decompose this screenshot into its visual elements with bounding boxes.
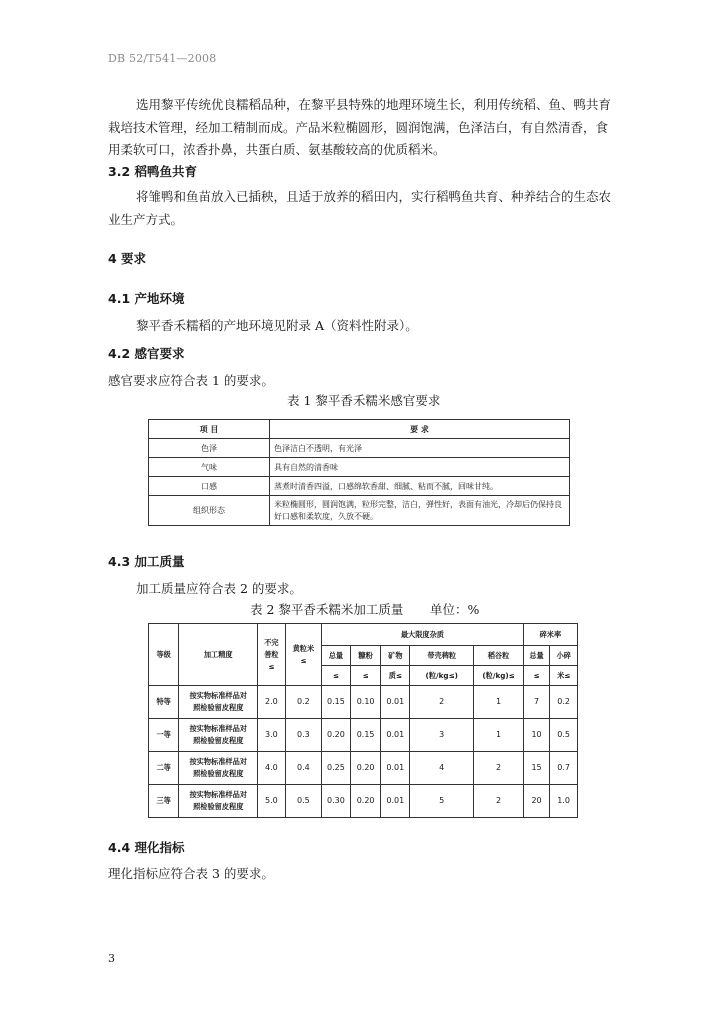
page-number: 3 (108, 952, 115, 965)
table-row (149, 719, 578, 752)
table-2-value-cell: 2 (410, 686, 474, 719)
table-2-subheader: (粒/kg≤) (410, 666, 474, 686)
table-2-value-cell: 0.15 (322, 686, 351, 719)
table-2-header-unpolished (258, 624, 286, 686)
table-2-value-cell: 0.10 (350, 686, 381, 719)
table-row (149, 458, 570, 477)
table-2-precision-cell (179, 752, 258, 785)
section-4-3-title: 4.3 加工质量 (108, 554, 185, 569)
section-3-2-paragraph: 将雏鸭和鱼苗放入已插秧，且适于放养的稻田内，实行稻鸭鱼共育、种养结合的生态农业生产方式。 (108, 189, 612, 227)
table-2-header-row-1 (149, 624, 578, 646)
section-4-2-paragraph: 感官要求应符合表 1 的要求。 (108, 373, 274, 388)
section-4-3-paragraph: 加工质量应符合表 2 的要求。 (136, 581, 302, 596)
table-2-precision-line1: 按实物标准样品对 (189, 757, 247, 766)
table-2-value-cell: 3 (410, 719, 474, 752)
table-2-value-cell: 2 (474, 785, 524, 818)
table-2-value-cell: 2 (474, 752, 524, 785)
table-2-subheader: 总量 (322, 646, 351, 666)
section-4-1-paragraph: 黎平香禾糯稻的产地环境见附录 A（资料性附录）。 (136, 318, 418, 333)
table-2-header-yellow-line1: 黄粒米 (292, 643, 315, 653)
table-row (149, 439, 570, 458)
table-2-value-cell: 1 (474, 686, 524, 719)
table-1-cell: 色泽 (149, 439, 270, 458)
intro-paragraph: 选用黎平传统优良糯稻品种，在黎平县特殊的地理环境生长，利用传统稻、鱼、鸭共育栽培技术管理，经加工精制而成。产品米粒椭圆形，圆润饱满，色泽洁白，有自然清香，食用柔软可口，浓香扑鼻，共蛋白质、氨基酸较高的优质稻米。 (108, 97, 612, 157)
table-2-subheader: 带壳稗粒 (410, 646, 474, 666)
table-row (149, 686, 578, 719)
table-2-value-cell: 0.30 (322, 785, 351, 818)
table-2-subheader: 稻谷粒 (474, 646, 524, 666)
table-2-precision-line2: 照检验留皮程度 (193, 703, 244, 712)
table-2-header-unpolished-line3: ≤ (268, 661, 275, 671)
table-2-grade-cell: 二等 (149, 752, 179, 785)
table-2-header-grade: 等级 (149, 624, 179, 686)
table-2-value-cell: 0.7 (550, 752, 578, 785)
table-1-header-row (149, 420, 570, 439)
table-2-value-cell: 1.0 (550, 785, 578, 818)
table-2-header-broken-group: 碎米率 (523, 624, 577, 646)
table-2-subheader: 糠粉 (350, 646, 381, 666)
table-2-value-cell: 0.2 (285, 686, 321, 719)
table-1-cell: 色泽洁白不透明，有光泽 (270, 439, 570, 458)
table-2-value-cell: 0.25 (322, 752, 351, 785)
table-2-precision-cell (179, 785, 258, 818)
table-2-precision-line2: 照检验留皮程度 (193, 802, 244, 811)
table-2-value-cell: 0.20 (350, 785, 381, 818)
table-2 (148, 623, 578, 818)
table-2-header-yellow-line2: ≤ (300, 655, 307, 665)
table-2-value-cell: 0.3 (285, 719, 321, 752)
table-2-value-cell: 3.0 (258, 719, 286, 752)
table-1 (148, 419, 570, 526)
table-2-grade-cell: 三等 (149, 785, 179, 818)
table-2-value-cell: 5 (410, 785, 474, 818)
table-1-header-item: 项 目 (149, 420, 270, 439)
table-2-subheader: 矿物 (381, 646, 410, 666)
table-2-subheader: ≤ (350, 666, 381, 686)
table-2-value-cell: 0.5 (550, 719, 578, 752)
table-2-subheader: 米≤ (550, 666, 578, 686)
table-2-value-cell: 5.0 (258, 785, 286, 818)
table-2-unit: 单位：% (430, 602, 480, 617)
table-2-value-cell: 0.5 (285, 785, 321, 818)
table-1-cell: 米粒椭圆形，圆润饱满，粒形完整，洁白，弹性好，表面有油光，冷却后仍保持良好口感和柔软度，久放不硬。 (270, 496, 570, 526)
table-1-cell: 蒸煮时清香四溢，口感绵软香甜、细腻、粘而不腻，回味甘纯。 (270, 477, 570, 496)
table-2-value-cell: 7 (523, 686, 550, 719)
section-4-4-paragraph: 理化指标应符合表 3 的要求。 (108, 866, 274, 881)
table-2-value-cell: 10 (523, 719, 550, 752)
table-2-value-cell: 0.2 (550, 686, 578, 719)
table-2-value-cell: 0.01 (381, 785, 410, 818)
table-2-subheader: 总量 (523, 646, 550, 666)
table-2-value-cell: 0.01 (381, 719, 410, 752)
table-2-precision-line1: 按实物标准样品对 (189, 691, 247, 700)
table-2-value-cell: 0.01 (381, 752, 410, 785)
table-2-value-cell: 0.20 (322, 719, 351, 752)
table-2-value-cell: 0.01 (381, 686, 410, 719)
table-1-cell: 组织形态 (149, 496, 270, 526)
table-2-value-cell: 0.15 (350, 719, 381, 752)
table-2-value-cell: 15 (523, 752, 550, 785)
table-row (149, 477, 570, 496)
table-2-subheader: 小碎 (550, 646, 578, 666)
document-header: DB 52/T541—2008 (108, 52, 217, 65)
table-2-subheader: (粒/kg)≤ (474, 666, 524, 686)
section-4-title: 4 要求 (108, 251, 147, 266)
table-2-value-cell: 4.0 (258, 752, 286, 785)
table-2-precision-line1: 按实物标准样品对 (189, 790, 247, 799)
table-2-value-cell: 20 (523, 785, 550, 818)
table-2-subheader: ≤ (523, 666, 550, 686)
table-row (149, 785, 578, 818)
table-2-header-unpolished-line2: 善粒 (264, 649, 279, 659)
table-2-subheader: ≤ (322, 666, 351, 686)
table-2-value-cell: 1 (474, 719, 524, 752)
table-2-precision-cell (179, 686, 258, 719)
table-2-value-cell: 2.0 (258, 686, 286, 719)
section-4-4-title: 4.4 理化指标 (108, 840, 185, 855)
table-2-precision-line1: 按实物标准样品对 (189, 724, 247, 733)
table-row (149, 496, 570, 526)
section-4-2-title: 4.2 感官要求 (108, 346, 185, 361)
table-2-header-impurity-group: 最大限度杂质 (322, 624, 524, 646)
table-2-value-cell: 0.4 (285, 752, 321, 785)
section-3-2-title: 3.2 稻鸭鱼共育 (108, 164, 197, 179)
table-1-caption: 表 1 黎平香禾糯米感官要求 (287, 393, 441, 408)
table-2-grade-cell: 特等 (149, 686, 179, 719)
section-4-1-title: 4.1 产地环境 (108, 291, 185, 306)
table-2-value-cell: 0.20 (350, 752, 381, 785)
table-2-precision-cell (179, 719, 258, 752)
table-2-value-cell: 4 (410, 752, 474, 785)
table-row (149, 752, 578, 785)
table-2-header-precision: 加工精度 (179, 624, 258, 686)
table-2-precision-line2: 照检验留皮程度 (193, 769, 244, 778)
table-1-cell: 具有自然的清香味 (270, 458, 570, 477)
table-2-header-yellow (285, 624, 321, 686)
table-1-header-requirement: 要 求 (270, 420, 570, 439)
table-2-caption: 表 2 黎平香禾糯米加工质量 (250, 602, 404, 617)
table-2-subheader: 质≤ (381, 666, 410, 686)
table-1-cell: 气味 (149, 458, 270, 477)
table-2-grade-cell: 一等 (149, 719, 179, 752)
table-2-precision-line2: 照检验留皮程度 (193, 736, 244, 745)
table-1-cell: 口感 (149, 477, 270, 496)
table-2-header-unpolished-line1: 不完 (264, 637, 279, 647)
